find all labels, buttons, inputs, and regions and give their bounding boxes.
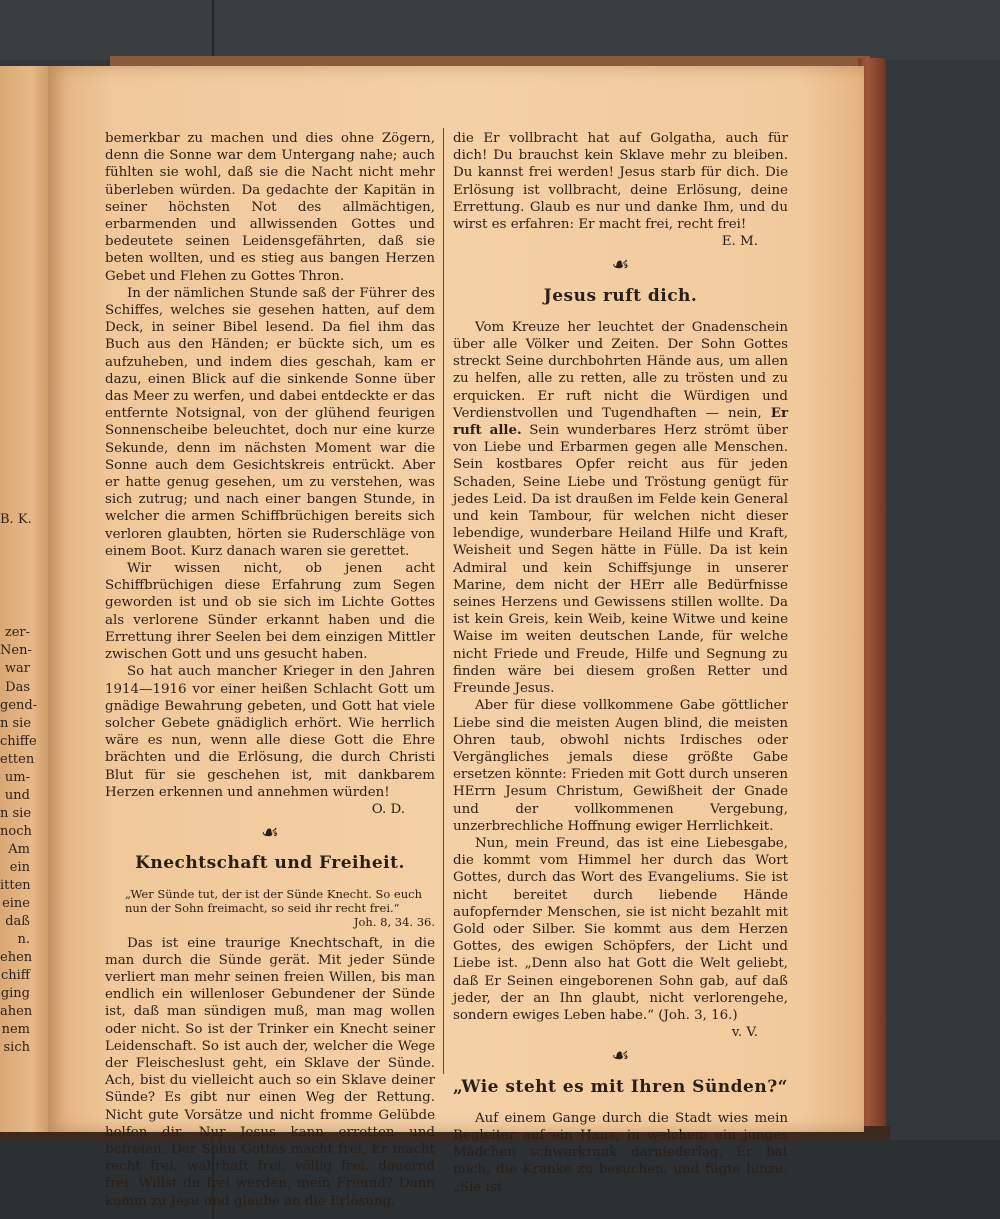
left-page-fragment: gend- [0, 698, 38, 713]
ornament-icon: ☙ [261, 820, 279, 845]
left-page-fragment: n sie [0, 716, 32, 731]
left-page-fragment: ging [0, 986, 30, 1001]
left-page-fragment: chiff [0, 968, 30, 983]
left-page-fragment: nem [1, 1022, 30, 1037]
article-heading: „Wie steht es mit Ihren Sünden?“ [453, 1076, 788, 1097]
left-page-fragment: n sie [0, 806, 32, 821]
paragraph: Nun, mein Freund, das ist eine Liebesgabe, die kommt vom Himmel her durch das Wort Gottes, durch das Wort des Evangeliums. Sie ist nicht bereitet durch liebende Hände aufopfernder Menschen, sie ist nicht bezahlt mit Gold oder Silber. Sie kommt aus dem Herzen Gottes, des ewigen Schöpfers, der Licht und Liebe ist. „Denn also hat Gott die Welt geliebt, daß Er Seinen eingeborenen Sohn gab, auf daß jeder, der an Ihn glaubt, nicht verlorengehe, sondern ewiges Leben habe.“ (Joh. 3, 16.) [453, 835, 788, 1023]
signature: O. D. [371, 801, 405, 817]
left-page-fragment: daß [5, 914, 30, 929]
paragraph: So hat auch mancher Krieger in den Jahren 1914—1916 vor einer heißen Schlacht Gott um gnädige Bewahrung gebeten, und Gott hat viele solcher Gebete gnädiglich erhört. Wie herrlich wäre es nun, wenn alle diese Gott die Ehre brächten und die Erlösung, die durch Christi Blut für sie geschehen ist, mit dankbarem Herzen erkennen und annehmen würden! [105, 664, 435, 800]
left-page-fragment: Am [8, 842, 30, 857]
article-heading: Jesus ruft dich. [543, 285, 698, 306]
left-page-fragment: sich [3, 1040, 30, 1055]
paragraph: Wir wissen nicht, ob jenen acht Schiffbrüchigen diese Erfahrung zum Segen geworden ist und ob sie sich im Lichte Gottes als verlorene Sünder erkannt haben und die Errettung ihrer Seelen bei dem einzigen Mittler zwischen Gott und uns gesucht haben. [105, 561, 435, 663]
column-right [453, 130, 788, 1196]
signature: E. M. [721, 234, 758, 250]
ornament-icon: ☙ [611, 1043, 630, 1068]
signature: v. V. [731, 1025, 758, 1041]
emphasis: Er ruft alle. [453, 404, 788, 439]
left-page-fragment: Das [5, 680, 30, 695]
text-run: Vom Kreuze her leuchtet der Gnadenschein über alle Völker und Zeiten. Der Sohn Gottes streckt Seine durchbohrten Hände aus, um allen zu helfen, alle zu retten, alle zu trösten und zu erquicken. Er ruft nicht die Würdigen und Verdienstvollen und Tugendhaften — nein, [453, 319, 788, 421]
column-left [105, 130, 435, 1210]
paragraph: die Er vollbracht hat auf Golgatha, auch für dich! Du brauchst kein Sklave mehr zu bleiben. Du kannst frei werden! Jesus starb für dich. Die Erlösung ist vollbracht, deine Erlösung, deine Errettung. Glaub es nur und danke Ihm, und du wirst es erfahren: Er macht frei, recht frei! [453, 131, 788, 233]
left-page-fragment: war [4, 661, 30, 676]
background-top [0, 0, 1000, 60]
paragraph: Aber für diese vollkommene Gabe göttlicher Liebe sind die meisten Augen blind, die meisten Ohren taub, obwohl nichts Irdisches oder Vergängliches jemals diese größte Gabe ersetzen könnte: Frieden mit Gott durch unseren HErrn Jesum Christum, Gewißheit der Gnade und der vollkommenen Vergebung, unzerbrechliche Hoffnung ewiger Herrlichkeit. [453, 698, 788, 834]
motto-reference: Joh. 8, 34. 36. [353, 914, 435, 929]
left-page-fragment: um- [4, 770, 30, 785]
left-page-fragment: chiffe [0, 734, 37, 749]
text-run: Sein wunderbares Herz strömt über von Liebe und Erbarmen gegen alle Menschen. Sein kostbares Opfer reicht aus für jeden Schaden, Seine Liebe und Tröstung genügt für jedes Leid. Da ist draußen im Felde kein General und kein Tambour, für welchen nicht dieser lebendige, wunderbare Heiland Hilfe und Kraft, Weisheit und Segen hätte in Fülle. Da ist kein Admiral und kein Schiffsjunge in unserer Marine, dem nicht der HErr alle Bedürfnisse seines Herzens und Gewissens stillen wollte. Da ist kein Greis, kein Weib, keine Witwe und keine Waise im weiten deutschen Lande, für welche nicht Friede und Freude, Hilfe und Segnung zu finden wäre bei diesem großen Retter und Freunde Jesus. [453, 423, 788, 697]
paragraph: bemerkbar zu machen und dies ohne Zögern, denn die Sonne war dem Untergang nahe; auch fühlten sie wohl, daß sie die Nacht nicht mehr überleben würden. Da gedachte der Kapitän in seiner höchsten Not des allmächtigen, erbarmenden und allwissenden Gottes und bedeutete seinen Leidensgefährten, daß sie beten wollten, und es stieg aus bangen Herzen Gebet und Flehen zu Gottes Thron. [105, 131, 435, 284]
left-page-fragment: Nen- [0, 643, 32, 658]
paragraph: Das ist eine traurige Knechtschaft, in die man durch die Sünde gerät. Mit jeder Sünde verliert man mehr seinen freien Willen, bis man endlich ein willenloser Gebundener der Sünde ist, daß man sündigen muß, man mag wollen oder nicht. So ist der Trinker ein Knecht seiner Leidenschaft. So ist auch der, welcher die Wege der Fleischeslust geht, ein Sklave der Sünde. Ach, bist du vielleicht auch so ein Sklave deiner Sünde? Es gibt nur einen Weg der Rettung. Nicht gute Vorsätze und nicht fromme Gelübde helfen dir. Nur Jesus kann erretten und befreien. Der Sohn Gottes macht frei, Er macht recht frei, wahrhaft frei, völlig frei, dauernd frei. Willst du frei werden, mein Freund? Dann komm zu Jesu und glaube an die Erlösung, [105, 935, 435, 1209]
left-page [0, 66, 52, 1132]
left-page-fragment: eine [2, 896, 30, 911]
left-page-fragment: und [4, 788, 30, 803]
left-page-fragment: itten [0, 878, 31, 893]
motto [125, 887, 435, 929]
left-page-fragment: ahen [0, 1004, 33, 1019]
left-page-fragment: noch [0, 824, 32, 839]
ornament-icon: ☙ [611, 252, 630, 277]
column-divider [443, 128, 444, 1074]
motto-text: „Wer Sünde tut, der ist der Sünde Knecht. So euch nun der Sohn freimacht, so seid ihr recht frei.“ [125, 886, 422, 915]
background-seam [212, 0, 214, 60]
paragraph [453, 319, 788, 697]
left-page-fragment: B. K. [0, 512, 32, 527]
left-page-fragment: etten [0, 752, 35, 767]
paragraph: In der nämlichen Stunde saß der Führer des Schiffes, welches sie gesehen hatten, auf dem Deck, in seiner Bibel lesend. Da fiel ihm das Buch aus den Händen; er bückte sich, um es aufzuheben, und indem dies geschah, kam er dazu, einen Blick auf die sinkende Sonne über das Meer zu werfen, und dabei entdeckte er das entfernte Notsignal, von der glühend feurigen Sonnenscheibe beleuchtet, doch nur eine kurze Sekunde, denn im nächsten Moment war die Sonne auch dem Gesichtskreis entrückt. Aber er hatte genug gesehen, um zu verstehen, was sich zutrug; und nach einer bangen Stunde, in welcher die armen Schiffbrüchigen bereits sich verloren glaubten, hörten sie Ruderschläge von einem Boot. Kurz danach waren sie gerettet. [105, 285, 435, 559]
paragraph: Auf einem Gange durch die Stadt wies mein Begleiter auf ein Haus, in welchem ein junges Mädchen schwerkrank darniederlag. Er bat mich, die Kranke zu besuchen, und fügte hinzu: „Sie ist [453, 1110, 788, 1195]
left-page-fragment: ehen [0, 950, 33, 965]
left-page-fragment: zer- [4, 625, 30, 640]
left-page-fragment: ein [9, 860, 30, 875]
left-page-fragment: n. [17, 932, 30, 947]
article-heading: Knechtschaft und Freiheit. [135, 853, 405, 874]
